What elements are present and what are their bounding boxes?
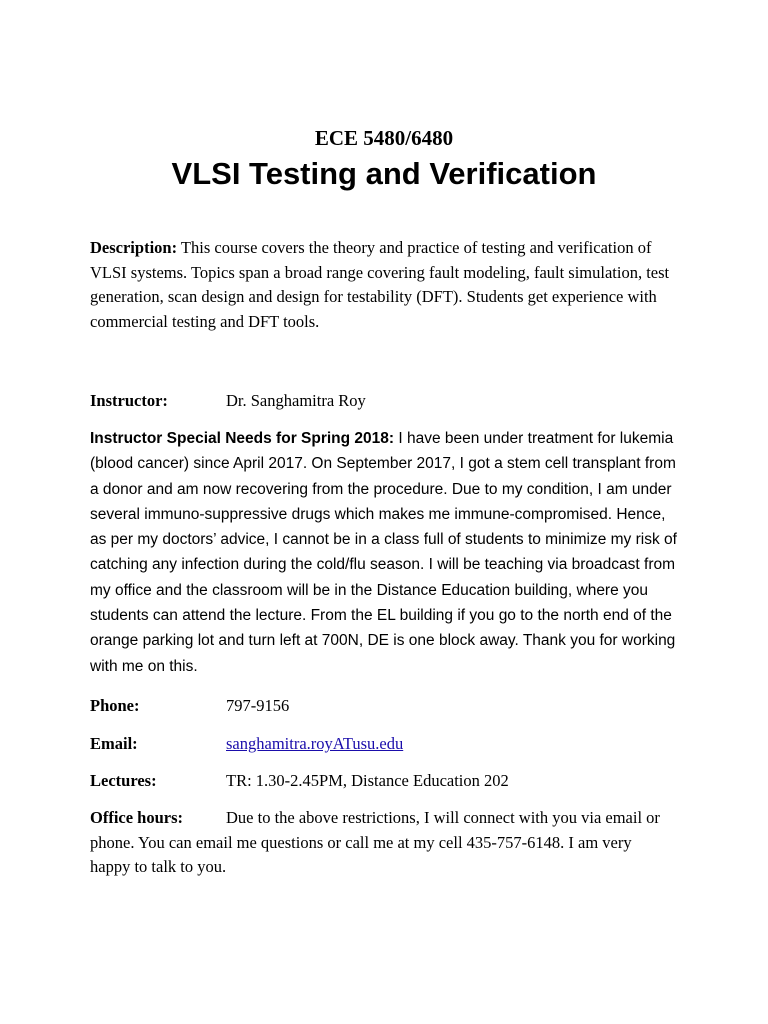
instructor-value: Dr. Sanghamitra Roy bbox=[226, 391, 366, 410]
course-title: VLSI Testing and Verification bbox=[171, 156, 597, 191]
lectures-row bbox=[90, 769, 690, 793]
office-hours-label: Office hours: bbox=[90, 808, 184, 827]
email-row bbox=[90, 732, 690, 756]
office-hours-paragraph bbox=[90, 806, 660, 880]
phone-value: 797-9156 bbox=[226, 696, 290, 715]
phone-row bbox=[90, 694, 690, 718]
description-paragraph bbox=[90, 236, 690, 334]
email-link[interactable]: sanghamitra.royATusu.edu bbox=[226, 734, 404, 753]
special-needs-paragraph bbox=[90, 426, 680, 679]
phone-label: Phone: bbox=[90, 696, 140, 715]
special-needs-text: I have been under treatment for lukemia (blood cancer) since April 2017. On September 2017, I got a stem cell transplant from a donor and am now recovering from the procedure. Due to my condition, I am under several immuno-suppressive drugs which makes me immune-compromised. Hence, as per my doctors’ advice, I cannot be in a class full of students to minimize my risk of catching any infection during the cold/flu season. I will be teaching via broadcast from my office and the classroom will be in the Distance Education building, where you students can attend the lecture. From the EL building if you go to the north end of the orange parking lot and turn left at 700N, DE is one block away. Thank you for working with me on this. bbox=[90, 430, 677, 675]
instructor-row bbox=[90, 389, 690, 413]
description-label: Description: bbox=[90, 238, 178, 257]
email-label: Email: bbox=[90, 734, 138, 753]
course-code: ECE 5480/6480 bbox=[314, 126, 454, 150]
office-hours-text: Due to the above restrictions, I will connect with you via email or phone. You can email me questions or call me at my cell 435-757-6148. I am very happy to talk to you. bbox=[90, 808, 660, 876]
description-text: This course covers the theory and practice of testing and verification of VLSI systems. Topics span a broad range covering fault modeling, fault simulation, test generation, scan design and design for testability (DFT). Students get experience with commercial testing and DFT tools. bbox=[90, 238, 670, 331]
lectures-label: Lectures: bbox=[90, 771, 157, 790]
instructor-label: Instructor: bbox=[90, 391, 168, 410]
special-needs-label: Instructor Special Needs for Spring 2018: bbox=[90, 430, 395, 447]
lectures-value: TR: 1.30-2.45PM, Distance Education 202 bbox=[226, 771, 509, 790]
